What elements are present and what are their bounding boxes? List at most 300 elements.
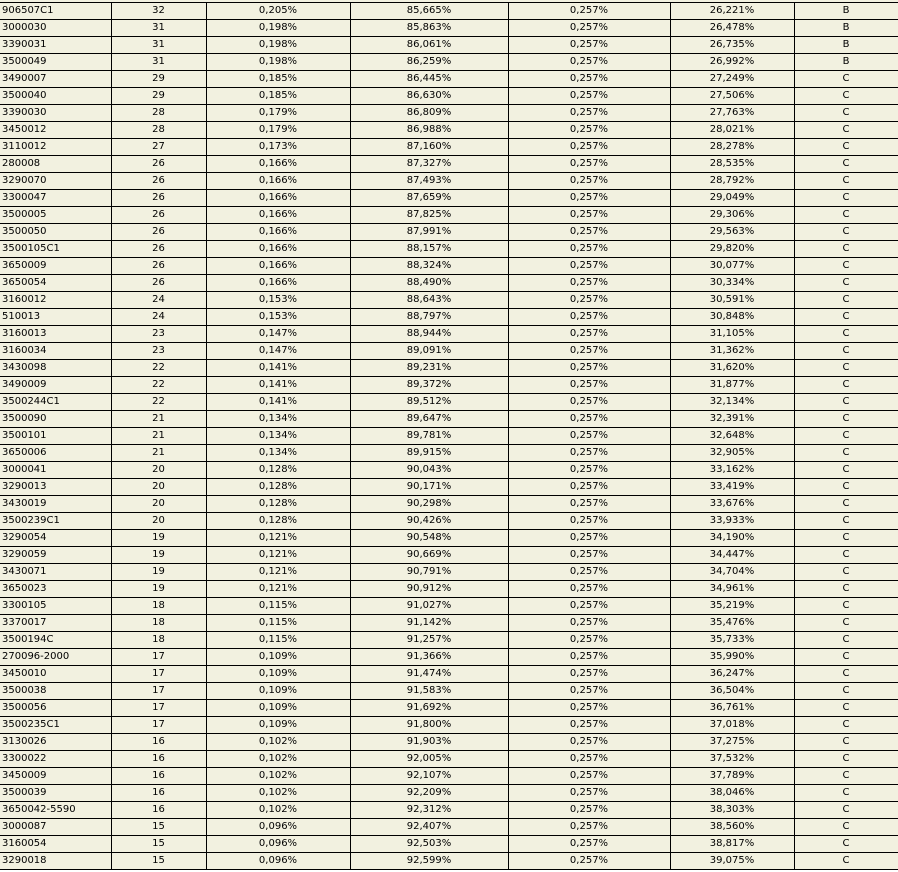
cell-item-share[interactable]: 0,257% bbox=[508, 360, 670, 377]
cell-cumulative-share[interactable]: 33,419% bbox=[670, 479, 794, 496]
cell-percent[interactable]: 0,185% bbox=[206, 71, 350, 88]
cell-percent[interactable]: 0,128% bbox=[206, 513, 350, 530]
cell-quantity[interactable]: 21 bbox=[111, 445, 206, 462]
cell-quantity[interactable]: 18 bbox=[111, 598, 206, 615]
cell-abc-class[interactable]: C bbox=[794, 428, 898, 445]
cell-abc-class[interactable]: C bbox=[794, 802, 898, 819]
cell-item-share[interactable]: 0,257% bbox=[508, 683, 670, 700]
cell-quantity[interactable]: 23 bbox=[111, 326, 206, 343]
cell-percent[interactable]: 0,121% bbox=[206, 547, 350, 564]
cell-item-share[interactable]: 0,257% bbox=[508, 139, 670, 156]
cell-cumulative-percent[interactable]: 86,630% bbox=[350, 88, 508, 105]
cell-abc-class[interactable]: B bbox=[794, 20, 898, 37]
cell-abc-class[interactable]: C bbox=[794, 513, 898, 530]
cell-item-share[interactable]: 0,257% bbox=[508, 513, 670, 530]
cell-item-code[interactable]: 3300022 bbox=[0, 751, 111, 768]
cell-cumulative-percent[interactable]: 86,988% bbox=[350, 122, 508, 139]
cell-abc-class[interactable]: C bbox=[794, 462, 898, 479]
cell-item-code[interactable]: 3160034 bbox=[0, 343, 111, 360]
cell-quantity[interactable]: 28 bbox=[111, 105, 206, 122]
cell-cumulative-percent[interactable]: 92,005% bbox=[350, 751, 508, 768]
cell-quantity[interactable]: 26 bbox=[111, 156, 206, 173]
cell-percent[interactable]: 0,102% bbox=[206, 768, 350, 785]
cell-item-share[interactable]: 0,257% bbox=[508, 445, 670, 462]
cell-item-code[interactable]: 3000041 bbox=[0, 462, 111, 479]
cell-percent[interactable]: 0,141% bbox=[206, 377, 350, 394]
cell-cumulative-percent[interactable]: 91,027% bbox=[350, 598, 508, 615]
cell-abc-class[interactable]: C bbox=[794, 275, 898, 292]
cell-cumulative-share[interactable]: 29,049% bbox=[670, 190, 794, 207]
cell-item-code[interactable]: 3000087 bbox=[0, 819, 111, 836]
cell-item-code[interactable]: 3370017 bbox=[0, 615, 111, 632]
cell-abc-class[interactable]: C bbox=[794, 564, 898, 581]
cell-percent[interactable]: 0,173% bbox=[206, 139, 350, 156]
cell-item-code[interactable]: 3500050 bbox=[0, 224, 111, 241]
cell-cumulative-percent[interactable]: 88,797% bbox=[350, 309, 508, 326]
cell-percent[interactable]: 0,166% bbox=[206, 190, 350, 207]
cell-item-share[interactable]: 0,257% bbox=[508, 530, 670, 547]
cell-cumulative-percent[interactable]: 86,061% bbox=[350, 37, 508, 54]
cell-item-code[interactable]: 3160054 bbox=[0, 836, 111, 853]
cell-quantity[interactable]: 28 bbox=[111, 122, 206, 139]
cell-abc-class[interactable]: C bbox=[794, 819, 898, 836]
cell-cumulative-percent[interactable]: 92,503% bbox=[350, 836, 508, 853]
cell-quantity[interactable]: 20 bbox=[111, 462, 206, 479]
cell-item-code[interactable]: 3450010 bbox=[0, 666, 111, 683]
cell-cumulative-share[interactable]: 37,275% bbox=[670, 734, 794, 751]
cell-cumulative-percent[interactable]: 89,372% bbox=[350, 377, 508, 394]
cell-cumulative-share[interactable]: 29,820% bbox=[670, 241, 794, 258]
cell-cumulative-share[interactable]: 34,961% bbox=[670, 581, 794, 598]
cell-item-share[interactable]: 0,257% bbox=[508, 479, 670, 496]
cell-cumulative-share[interactable]: 36,247% bbox=[670, 666, 794, 683]
cell-percent[interactable]: 0,179% bbox=[206, 105, 350, 122]
cell-percent[interactable]: 0,198% bbox=[206, 37, 350, 54]
cell-quantity[interactable]: 24 bbox=[111, 309, 206, 326]
cell-item-code[interactable]: 3500101 bbox=[0, 428, 111, 445]
cell-percent[interactable]: 0,147% bbox=[206, 343, 350, 360]
cell-item-share[interactable]: 0,257% bbox=[508, 462, 670, 479]
cell-cumulative-share[interactable]: 39,075% bbox=[670, 853, 794, 870]
cell-percent[interactable]: 0,109% bbox=[206, 666, 350, 683]
cell-cumulative-percent[interactable]: 92,107% bbox=[350, 768, 508, 785]
cell-quantity[interactable]: 22 bbox=[111, 360, 206, 377]
cell-cumulative-share[interactable]: 28,535% bbox=[670, 156, 794, 173]
cell-cumulative-percent[interactable]: 91,257% bbox=[350, 632, 508, 649]
cell-cumulative-share[interactable]: 29,563% bbox=[670, 224, 794, 241]
cell-cumulative-share[interactable]: 30,848% bbox=[670, 309, 794, 326]
cell-cumulative-share[interactable]: 26,221% bbox=[670, 3, 794, 20]
cell-cumulative-percent[interactable]: 91,800% bbox=[350, 717, 508, 734]
cell-quantity[interactable]: 29 bbox=[111, 88, 206, 105]
cell-abc-class[interactable]: C bbox=[794, 785, 898, 802]
cell-abc-class[interactable]: C bbox=[794, 173, 898, 190]
cell-cumulative-percent[interactable]: 92,599% bbox=[350, 853, 508, 870]
cell-quantity[interactable]: 15 bbox=[111, 853, 206, 870]
cell-item-share[interactable]: 0,257% bbox=[508, 836, 670, 853]
cell-item-code[interactable]: 3500056 bbox=[0, 700, 111, 717]
cell-percent[interactable]: 0,121% bbox=[206, 530, 350, 547]
cell-percent[interactable]: 0,115% bbox=[206, 632, 350, 649]
cell-quantity[interactable]: 26 bbox=[111, 241, 206, 258]
cell-item-share[interactable]: 0,257% bbox=[508, 632, 670, 649]
cell-abc-class[interactable]: C bbox=[794, 326, 898, 343]
cell-item-share[interactable]: 0,257% bbox=[508, 615, 670, 632]
cell-quantity[interactable]: 31 bbox=[111, 37, 206, 54]
cell-percent[interactable]: 0,121% bbox=[206, 564, 350, 581]
cell-cumulative-percent[interactable]: 90,669% bbox=[350, 547, 508, 564]
cell-percent[interactable]: 0,109% bbox=[206, 649, 350, 666]
cell-quantity[interactable]: 24 bbox=[111, 292, 206, 309]
cell-item-code[interactable]: 3390030 bbox=[0, 105, 111, 122]
cell-item-share[interactable]: 0,257% bbox=[508, 785, 670, 802]
cell-cumulative-share[interactable]: 32,391% bbox=[670, 411, 794, 428]
cell-cumulative-share[interactable]: 32,905% bbox=[670, 445, 794, 462]
cell-percent[interactable]: 0,102% bbox=[206, 751, 350, 768]
cell-item-share[interactable]: 0,257% bbox=[508, 20, 670, 37]
cell-abc-class[interactable]: C bbox=[794, 411, 898, 428]
cell-item-share[interactable]: 0,257% bbox=[508, 666, 670, 683]
cell-percent[interactable]: 0,128% bbox=[206, 479, 350, 496]
cell-percent[interactable]: 0,128% bbox=[206, 462, 350, 479]
cell-quantity[interactable]: 17 bbox=[111, 717, 206, 734]
cell-percent[interactable]: 0,166% bbox=[206, 241, 350, 258]
cell-item-share[interactable]: 0,257% bbox=[508, 734, 670, 751]
cell-abc-class[interactable]: C bbox=[794, 768, 898, 785]
cell-quantity[interactable]: 16 bbox=[111, 768, 206, 785]
cell-quantity[interactable]: 26 bbox=[111, 173, 206, 190]
cell-abc-class[interactable]: C bbox=[794, 751, 898, 768]
cell-abc-class[interactable]: C bbox=[794, 122, 898, 139]
cell-percent[interactable]: 0,102% bbox=[206, 802, 350, 819]
cell-quantity[interactable]: 15 bbox=[111, 819, 206, 836]
cell-abc-class[interactable]: C bbox=[794, 666, 898, 683]
cell-cumulative-share[interactable]: 38,817% bbox=[670, 836, 794, 853]
cell-cumulative-percent[interactable]: 91,142% bbox=[350, 615, 508, 632]
cell-cumulative-percent[interactable]: 88,157% bbox=[350, 241, 508, 258]
cell-item-code[interactable]: 3500005 bbox=[0, 207, 111, 224]
cell-cumulative-share[interactable]: 31,620% bbox=[670, 360, 794, 377]
cell-quantity[interactable]: 29 bbox=[111, 71, 206, 88]
cell-item-share[interactable]: 0,257% bbox=[508, 224, 670, 241]
cell-item-share[interactable]: 0,257% bbox=[508, 258, 670, 275]
cell-cumulative-share[interactable]: 32,134% bbox=[670, 394, 794, 411]
cell-cumulative-percent[interactable]: 87,991% bbox=[350, 224, 508, 241]
cell-cumulative-share[interactable]: 33,933% bbox=[670, 513, 794, 530]
cell-cumulative-share[interactable]: 32,648% bbox=[670, 428, 794, 445]
cell-quantity[interactable]: 26 bbox=[111, 258, 206, 275]
cell-cumulative-share[interactable]: 36,761% bbox=[670, 700, 794, 717]
cell-item-share[interactable]: 0,257% bbox=[508, 428, 670, 445]
cell-cumulative-share[interactable]: 37,532% bbox=[670, 751, 794, 768]
cell-quantity[interactable]: 19 bbox=[111, 547, 206, 564]
cell-percent[interactable]: 0,121% bbox=[206, 581, 350, 598]
cell-cumulative-percent[interactable]: 87,160% bbox=[350, 139, 508, 156]
cell-item-share[interactable]: 0,257% bbox=[508, 717, 670, 734]
cell-item-code[interactable]: 3500235C1 bbox=[0, 717, 111, 734]
cell-cumulative-share[interactable]: 27,249% bbox=[670, 71, 794, 88]
cell-cumulative-share[interactable]: 31,105% bbox=[670, 326, 794, 343]
cell-abc-class[interactable]: C bbox=[794, 598, 898, 615]
cell-abc-class[interactable]: B bbox=[794, 37, 898, 54]
cell-quantity[interactable]: 17 bbox=[111, 700, 206, 717]
cell-percent[interactable]: 0,109% bbox=[206, 700, 350, 717]
cell-item-code[interactable]: 3290070 bbox=[0, 173, 111, 190]
cell-percent[interactable]: 0,134% bbox=[206, 411, 350, 428]
cell-percent[interactable]: 0,128% bbox=[206, 496, 350, 513]
cell-item-code[interactable]: 3430098 bbox=[0, 360, 111, 377]
cell-cumulative-share[interactable]: 35,476% bbox=[670, 615, 794, 632]
cell-cumulative-share[interactable]: 35,733% bbox=[670, 632, 794, 649]
cell-abc-class[interactable]: C bbox=[794, 445, 898, 462]
cell-abc-class[interactable]: C bbox=[794, 632, 898, 649]
cell-abc-class[interactable]: C bbox=[794, 343, 898, 360]
cell-item-share[interactable]: 0,257% bbox=[508, 241, 670, 258]
cell-cumulative-percent[interactable]: 85,665% bbox=[350, 3, 508, 20]
cell-item-code[interactable]: 3450012 bbox=[0, 122, 111, 139]
cell-item-share[interactable]: 0,257% bbox=[508, 88, 670, 105]
cell-cumulative-share[interactable]: 35,219% bbox=[670, 598, 794, 615]
cell-quantity[interactable]: 21 bbox=[111, 428, 206, 445]
cell-quantity[interactable]: 21 bbox=[111, 411, 206, 428]
cell-percent[interactable]: 0,166% bbox=[206, 258, 350, 275]
cell-cumulative-share[interactable]: 35,990% bbox=[670, 649, 794, 666]
cell-cumulative-share[interactable]: 30,591% bbox=[670, 292, 794, 309]
cell-item-code[interactable]: 3500049 bbox=[0, 54, 111, 71]
cell-percent[interactable]: 0,147% bbox=[206, 326, 350, 343]
cell-cumulative-percent[interactable]: 89,781% bbox=[350, 428, 508, 445]
cell-item-share[interactable]: 0,257% bbox=[508, 700, 670, 717]
cell-quantity[interactable]: 17 bbox=[111, 649, 206, 666]
cell-cumulative-share[interactable]: 26,735% bbox=[670, 37, 794, 54]
cell-item-share[interactable]: 0,257% bbox=[508, 309, 670, 326]
cell-item-share[interactable]: 0,257% bbox=[508, 751, 670, 768]
cell-item-code[interactable]: 3650054 bbox=[0, 275, 111, 292]
cell-item-code[interactable]: 3160012 bbox=[0, 292, 111, 309]
cell-abc-class[interactable]: C bbox=[794, 734, 898, 751]
cell-cumulative-percent[interactable]: 90,912% bbox=[350, 581, 508, 598]
cell-quantity[interactable]: 27 bbox=[111, 139, 206, 156]
cell-item-share[interactable]: 0,257% bbox=[508, 173, 670, 190]
cell-cumulative-share[interactable]: 29,306% bbox=[670, 207, 794, 224]
cell-percent[interactable]: 0,166% bbox=[206, 207, 350, 224]
cell-item-share[interactable]: 0,257% bbox=[508, 411, 670, 428]
cell-percent[interactable]: 0,141% bbox=[206, 360, 350, 377]
cell-cumulative-percent[interactable]: 88,324% bbox=[350, 258, 508, 275]
cell-abc-class[interactable]: C bbox=[794, 700, 898, 717]
cell-cumulative-percent[interactable]: 90,548% bbox=[350, 530, 508, 547]
cell-cumulative-share[interactable]: 26,478% bbox=[670, 20, 794, 37]
cell-cumulative-percent[interactable]: 91,474% bbox=[350, 666, 508, 683]
cell-item-share[interactable]: 0,257% bbox=[508, 598, 670, 615]
cell-item-code[interactable]: 3000030 bbox=[0, 20, 111, 37]
cell-cumulative-share[interactable]: 37,789% bbox=[670, 768, 794, 785]
cell-quantity[interactable]: 23 bbox=[111, 343, 206, 360]
cell-quantity[interactable]: 26 bbox=[111, 207, 206, 224]
cell-cumulative-percent[interactable]: 90,298% bbox=[350, 496, 508, 513]
cell-item-share[interactable]: 0,257% bbox=[508, 768, 670, 785]
cell-item-code[interactable]: 3650023 bbox=[0, 581, 111, 598]
cell-item-share[interactable]: 0,257% bbox=[508, 819, 670, 836]
cell-abc-class[interactable]: C bbox=[794, 547, 898, 564]
cell-percent[interactable]: 0,096% bbox=[206, 853, 350, 870]
cell-cumulative-percent[interactable]: 86,259% bbox=[350, 54, 508, 71]
cell-cumulative-percent[interactable]: 90,791% bbox=[350, 564, 508, 581]
cell-item-share[interactable]: 0,257% bbox=[508, 547, 670, 564]
cell-abc-class[interactable]: C bbox=[794, 105, 898, 122]
cell-item-share[interactable]: 0,257% bbox=[508, 122, 670, 139]
cell-percent[interactable]: 0,134% bbox=[206, 445, 350, 462]
cell-item-code[interactable]: 3300047 bbox=[0, 190, 111, 207]
cell-cumulative-percent[interactable]: 89,512% bbox=[350, 394, 508, 411]
cell-cumulative-share[interactable]: 38,046% bbox=[670, 785, 794, 802]
cell-abc-class[interactable]: C bbox=[794, 241, 898, 258]
cell-abc-class[interactable]: C bbox=[794, 224, 898, 241]
cell-percent[interactable]: 0,153% bbox=[206, 309, 350, 326]
cell-abc-class[interactable]: C bbox=[794, 581, 898, 598]
cell-quantity[interactable]: 26 bbox=[111, 190, 206, 207]
cell-abc-class[interactable]: C bbox=[794, 530, 898, 547]
cell-quantity[interactable]: 20 bbox=[111, 479, 206, 496]
cell-cumulative-share[interactable]: 28,021% bbox=[670, 122, 794, 139]
cell-cumulative-percent[interactable]: 92,209% bbox=[350, 785, 508, 802]
cell-percent[interactable]: 0,115% bbox=[206, 615, 350, 632]
cell-cumulative-percent[interactable]: 87,327% bbox=[350, 156, 508, 173]
cell-cumulative-share[interactable]: 31,877% bbox=[670, 377, 794, 394]
cell-abc-class[interactable]: C bbox=[794, 377, 898, 394]
cell-quantity[interactable]: 26 bbox=[111, 224, 206, 241]
cell-item-share[interactable]: 0,257% bbox=[508, 564, 670, 581]
cell-percent[interactable]: 0,166% bbox=[206, 275, 350, 292]
cell-item-share[interactable]: 0,257% bbox=[508, 326, 670, 343]
cell-cumulative-percent[interactable]: 91,366% bbox=[350, 649, 508, 666]
cell-item-code[interactable]: 3290018 bbox=[0, 853, 111, 870]
cell-item-code[interactable]: 906507C1 bbox=[0, 3, 111, 20]
cell-quantity[interactable]: 17 bbox=[111, 666, 206, 683]
cell-item-code[interactable]: 3500105C1 bbox=[0, 241, 111, 258]
cell-percent[interactable]: 0,198% bbox=[206, 54, 350, 71]
cell-cumulative-share[interactable]: 37,018% bbox=[670, 717, 794, 734]
cell-abc-class[interactable]: C bbox=[794, 71, 898, 88]
cell-cumulative-share[interactable]: 31,362% bbox=[670, 343, 794, 360]
cell-abc-class[interactable]: C bbox=[794, 156, 898, 173]
cell-cumulative-percent[interactable]: 88,643% bbox=[350, 292, 508, 309]
cell-percent[interactable]: 0,153% bbox=[206, 292, 350, 309]
cell-quantity[interactable]: 22 bbox=[111, 394, 206, 411]
cell-item-share[interactable]: 0,257% bbox=[508, 377, 670, 394]
cell-cumulative-percent[interactable]: 91,692% bbox=[350, 700, 508, 717]
cell-cumulative-percent[interactable]: 90,171% bbox=[350, 479, 508, 496]
cell-item-code[interactable]: 3430019 bbox=[0, 496, 111, 513]
cell-percent[interactable]: 0,198% bbox=[206, 20, 350, 37]
cell-cumulative-share[interactable]: 28,278% bbox=[670, 139, 794, 156]
cell-cumulative-percent[interactable]: 89,915% bbox=[350, 445, 508, 462]
cell-item-code[interactable]: 3490009 bbox=[0, 377, 111, 394]
cell-cumulative-percent[interactable]: 85,863% bbox=[350, 20, 508, 37]
cell-cumulative-percent[interactable]: 91,903% bbox=[350, 734, 508, 751]
cell-item-code[interactable]: 3430071 bbox=[0, 564, 111, 581]
cell-abc-class[interactable]: C bbox=[794, 717, 898, 734]
cell-item-code[interactable]: 3500194C bbox=[0, 632, 111, 649]
cell-percent[interactable]: 0,166% bbox=[206, 224, 350, 241]
cell-percent[interactable]: 0,109% bbox=[206, 683, 350, 700]
cell-item-code[interactable]: 3500090 bbox=[0, 411, 111, 428]
cell-abc-class[interactable]: C bbox=[794, 496, 898, 513]
cell-item-code[interactable]: 3650006 bbox=[0, 445, 111, 462]
cell-item-share[interactable]: 0,257% bbox=[508, 292, 670, 309]
cell-percent[interactable]: 0,179% bbox=[206, 122, 350, 139]
cell-item-share[interactable]: 0,257% bbox=[508, 54, 670, 71]
cell-percent[interactable]: 0,102% bbox=[206, 734, 350, 751]
cell-quantity[interactable]: 16 bbox=[111, 751, 206, 768]
cell-percent[interactable]: 0,096% bbox=[206, 819, 350, 836]
cell-cumulative-percent[interactable]: 88,944% bbox=[350, 326, 508, 343]
cell-item-code[interactable]: 3110012 bbox=[0, 139, 111, 156]
cell-item-code[interactable]: 3160013 bbox=[0, 326, 111, 343]
cell-abc-class[interactable]: C bbox=[794, 258, 898, 275]
cell-percent[interactable]: 0,109% bbox=[206, 717, 350, 734]
cell-cumulative-percent[interactable]: 92,312% bbox=[350, 802, 508, 819]
cell-cumulative-share[interactable]: 27,506% bbox=[670, 88, 794, 105]
cell-cumulative-percent[interactable]: 89,647% bbox=[350, 411, 508, 428]
cell-item-code[interactable]: 3130026 bbox=[0, 734, 111, 751]
cell-item-share[interactable]: 0,257% bbox=[508, 71, 670, 88]
cell-item-share[interactable]: 0,257% bbox=[508, 343, 670, 360]
cell-item-share[interactable]: 0,257% bbox=[508, 581, 670, 598]
cell-quantity[interactable]: 26 bbox=[111, 275, 206, 292]
cell-item-code[interactable]: 3300105 bbox=[0, 598, 111, 615]
cell-cumulative-share[interactable]: 36,504% bbox=[670, 683, 794, 700]
cell-cumulative-percent[interactable]: 90,043% bbox=[350, 462, 508, 479]
cell-item-code[interactable]: 3500244C1 bbox=[0, 394, 111, 411]
cell-abc-class[interactable]: C bbox=[794, 292, 898, 309]
cell-quantity[interactable]: 22 bbox=[111, 377, 206, 394]
cell-abc-class[interactable]: B bbox=[794, 3, 898, 20]
cell-item-code[interactable]: 3290013 bbox=[0, 479, 111, 496]
cell-quantity[interactable]: 19 bbox=[111, 564, 206, 581]
cell-quantity[interactable]: 16 bbox=[111, 802, 206, 819]
cell-percent[interactable]: 0,096% bbox=[206, 836, 350, 853]
cell-item-share[interactable]: 0,257% bbox=[508, 649, 670, 666]
cell-percent[interactable]: 0,102% bbox=[206, 785, 350, 802]
cell-item-share[interactable]: 0,257% bbox=[508, 105, 670, 122]
cell-quantity[interactable]: 18 bbox=[111, 632, 206, 649]
cell-item-share[interactable]: 0,257% bbox=[508, 496, 670, 513]
cell-item-code[interactable]: 3500239C1 bbox=[0, 513, 111, 530]
cell-cumulative-share[interactable]: 33,676% bbox=[670, 496, 794, 513]
cell-cumulative-percent[interactable]: 89,231% bbox=[350, 360, 508, 377]
cell-cumulative-percent[interactable]: 92,407% bbox=[350, 819, 508, 836]
cell-cumulative-percent[interactable]: 91,583% bbox=[350, 683, 508, 700]
cell-quantity[interactable]: 32 bbox=[111, 3, 206, 20]
cell-abc-class[interactable]: C bbox=[794, 139, 898, 156]
cell-item-share[interactable]: 0,257% bbox=[508, 37, 670, 54]
cell-cumulative-percent[interactable]: 87,493% bbox=[350, 173, 508, 190]
cell-cumulative-percent[interactable]: 88,490% bbox=[350, 275, 508, 292]
cell-abc-class[interactable]: C bbox=[794, 394, 898, 411]
cell-percent[interactable]: 0,166% bbox=[206, 173, 350, 190]
cell-abc-class[interactable]: C bbox=[794, 683, 898, 700]
cell-quantity[interactable]: 16 bbox=[111, 734, 206, 751]
cell-quantity[interactable]: 18 bbox=[111, 615, 206, 632]
cell-abc-class[interactable]: C bbox=[794, 853, 898, 870]
cell-item-code[interactable]: 3490007 bbox=[0, 71, 111, 88]
cell-cumulative-percent[interactable]: 87,659% bbox=[350, 190, 508, 207]
cell-cumulative-share[interactable]: 34,447% bbox=[670, 547, 794, 564]
cell-abc-class[interactable]: C bbox=[794, 360, 898, 377]
cell-item-code[interactable]: 3500039 bbox=[0, 785, 111, 802]
cell-cumulative-share[interactable]: 30,334% bbox=[670, 275, 794, 292]
